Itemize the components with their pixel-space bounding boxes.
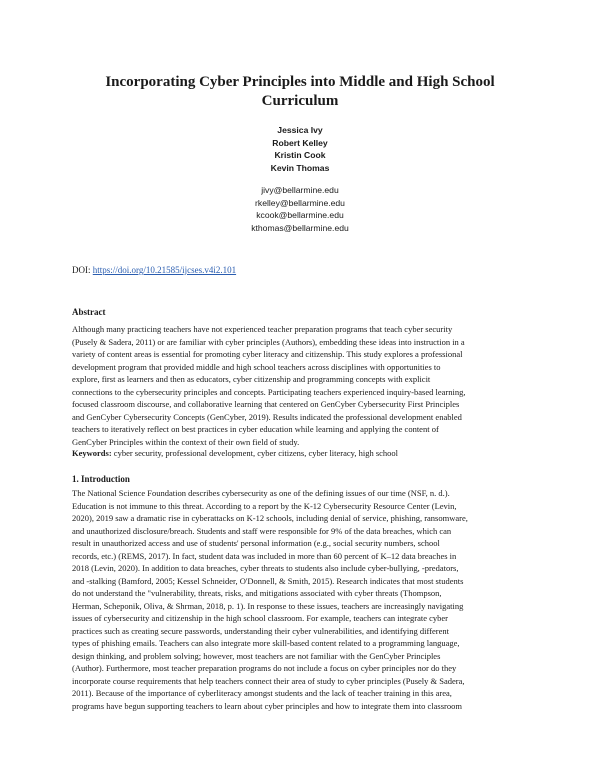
abstract-heading: Abstract: [72, 307, 106, 317]
intro-line: do not understand the "vulnerability, threats, risks, and mitigations associated with cyber threats (Thompson,: [72, 588, 442, 598]
intro-line: records, etc.) (REMS, 2017). In fact, student data was included in more than 60 percent of K–12 data breaches in: [72, 550, 457, 561]
author-name: Robert Kelley: [272, 137, 328, 148]
intro-line: incorporate course requirements that help teachers connect their area of study to cyber principles (Pusely & Sadera,: [72, 675, 465, 686]
intro-line: programs have begun supporting teachers to learn about cyber principles and how to integrate them into classroom: [72, 700, 462, 711]
intro-line: design thinking, and problem solving; however, most teachers are not familiar with the GenCyber Principles: [72, 650, 441, 661]
intro-line: The National Science Foundation describes cybersecurity as one of the defining issues of our time (NSF, n. d.).: [72, 488, 450, 498]
intro-line: 2018 (Levin, 2020). In addition to data breaches, cyber threats to students also include cyber-bullying, -predators,: [72, 563, 459, 573]
author-email: kcook@bellarmine.edu: [256, 210, 344, 220]
paper-title: Incorporating Cyber Principles into Middle and High School Curriculum: [105, 74, 495, 109]
abstract-line: focused classroom discourse, and collaborative learning that centered on GenCyber Cybersecurity First Principles: [72, 399, 460, 409]
abstract-line: connections to the cybersecurity principles and concepts. Participating teachers experienced inquiry-based learning,: [72, 386, 466, 397]
author-name: Jessica Ivy: [277, 125, 323, 135]
abstract-line: Although many practicing teachers have not experienced teacher preparation programs that teach cyber security: [72, 324, 453, 334]
abstract-line: development program that provided middle and high school teachers across disciplines with opportunities to: [72, 361, 441, 372]
abstract-line: explore, first as learners and then as educators, cyber citizenship and programming concepts with explicit: [72, 374, 431, 384]
intro-line: result in unauthorized access and use of students' personal information (e.g., social security numbers, school: [72, 538, 440, 548]
abstract-line: variety of content areas is essential for promoting cyber literacy and citizenship. This study explores a professional: [72, 349, 463, 359]
intro-line: practices such as creating secure passwords, understanding their cyber vulnerabilities, and identifying different: [72, 625, 450, 636]
intro-heading: 1. Introduction: [72, 474, 130, 484]
intro-line: and unauthorized disclosure/breach. Students and staff were responsible for 9% of the data breaches, which can: [72, 525, 452, 536]
intro-line: 2020), 2019 saw a dramatic rise in cyberattacks on K-12 schools, including denial of service, phishing, ransomware,: [72, 513, 468, 523]
email-list: [0, 184, 600, 234]
intro-line: Herman, Scheponik, Oliva, & Shrman, 2018, p. 1). In response to these issues, teachers are increasingly navigating: [72, 600, 464, 611]
doi-label: DOI:: [72, 265, 91, 275]
author-name: Kevin Thomas: [270, 162, 330, 173]
abstract-line: teachers to iteratively reflect on best practices in cyber education while learning and applying the content of: [72, 424, 439, 434]
intro-line: Education is not immune to this threat. According to a report by the K-12 Cybersecurity Resource Center (Levin,: [72, 500, 457, 511]
intro-line: and -stalking (Bamford, 2005; Kessel Schneider, O'Donnell, & Smith, 2015). Research indicates that most students: [72, 575, 464, 586]
intro-line: (Author). Furthermore, most teacher preparation programs do not include a focus on cyber principles nor do they: [72, 663, 457, 673]
intro-line: issues of cybersecurity and citizenship in the high school classroom. For example, teachers can integrate cyber: [72, 613, 449, 623]
abstract-body: [72, 323, 528, 448]
abstract-line: GenCyber Principles within the context of their own field of study.: [72, 436, 300, 447]
doi-line: [72, 265, 236, 275]
abstract-line: and GenCyber Cybersecurity Concepts (GenCyber, 2019). Results indicated the professional development enabled: [72, 411, 462, 422]
keywords: [72, 448, 398, 458]
intro-line: 2011). Because of the importance of cyberliteracy amongst students and the lack of teacher training in this area,: [72, 688, 452, 698]
intro-body: [72, 487, 528, 712]
author-name: Kristin Cook: [274, 150, 326, 160]
doi-link[interactable]: https://doi.org/10.21585/ijcses.v4i2.101: [92, 265, 237, 275]
author-email: rkelley@bellarmine.edu: [255, 197, 345, 208]
author-email: kthomas@bellarmine.edu: [251, 222, 349, 233]
intro-line: types of phishing emails. Teachers can also integrate more skill-based content related to a programming language,: [72, 638, 460, 648]
author-list: [0, 124, 600, 174]
author-email: jivy@bellarmine.edu: [261, 185, 339, 195]
keywords-label: Keywords:: [72, 448, 112, 458]
abstract-line: (Pusely & Sadera, 2011) or are familiar with cyber principles (Authors), embedding these ideas into instruction in a: [72, 336, 465, 347]
keywords-text: cyber security, professional development, cyber citizens, cyber literacy, high school: [111, 448, 399, 458]
